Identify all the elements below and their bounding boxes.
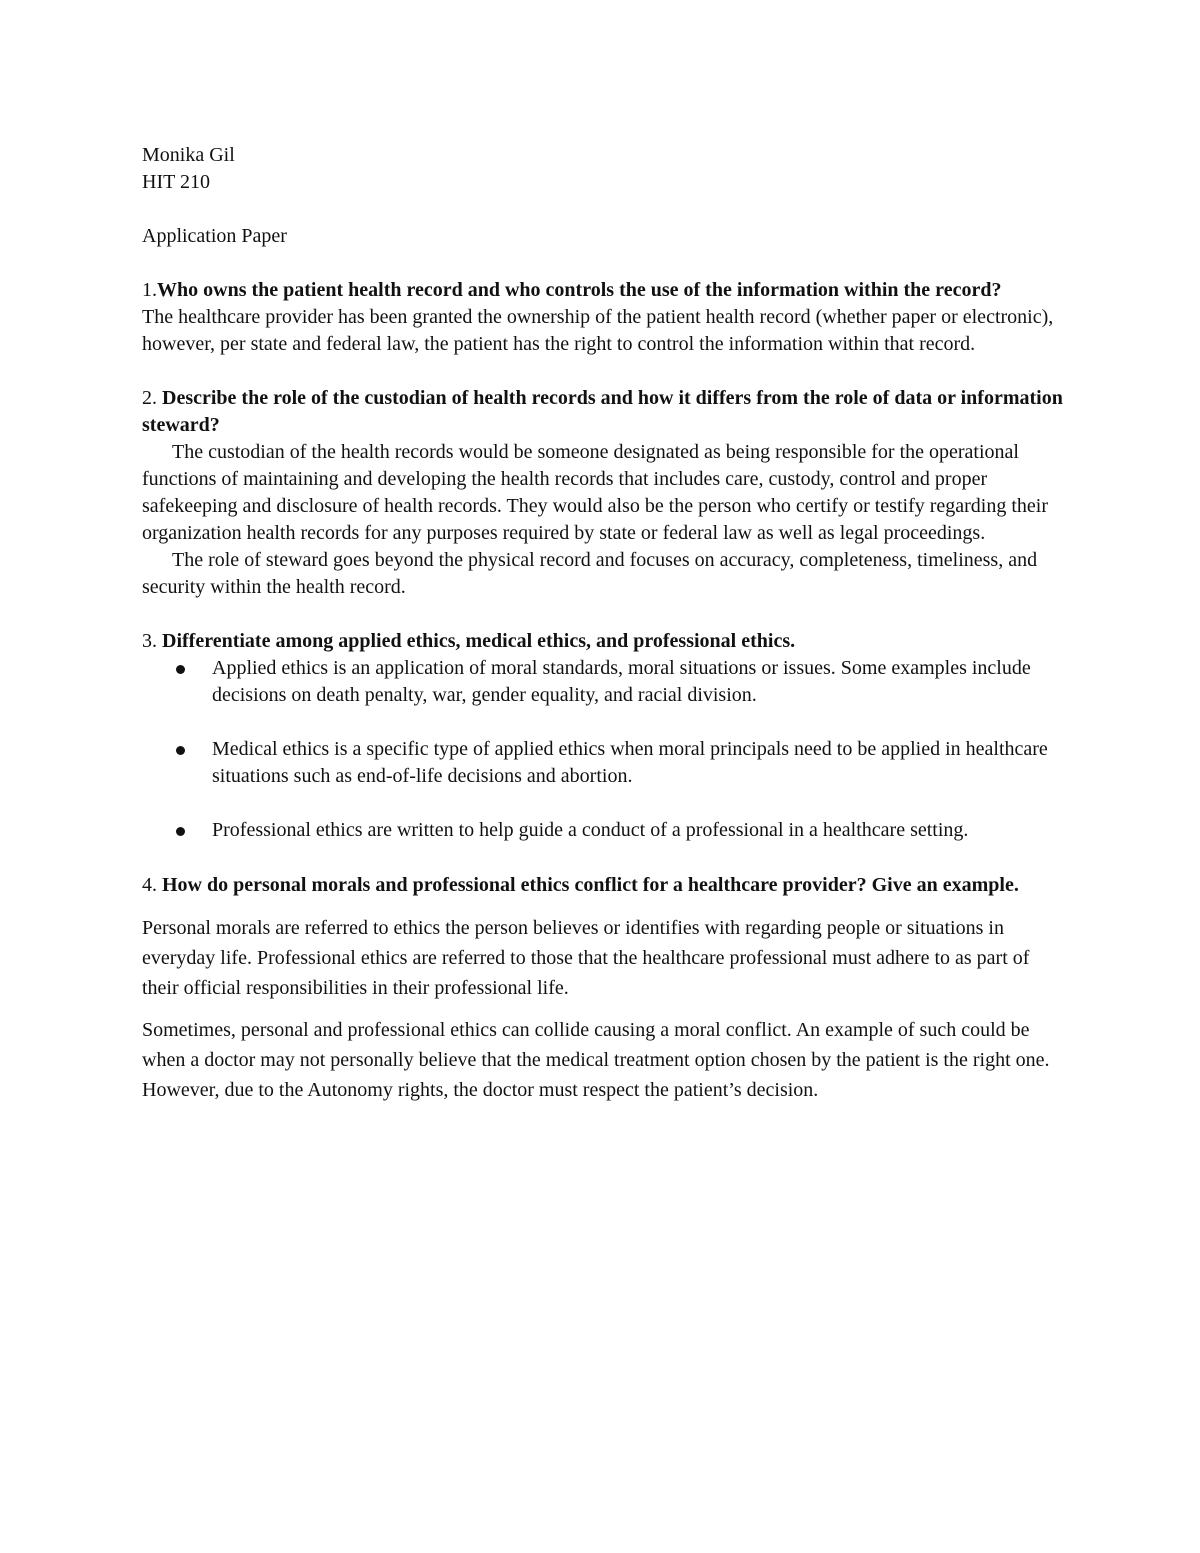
question-3 [142, 628, 1064, 655]
document-page [142, 142, 1064, 1105]
spacer [142, 899, 1064, 913]
answer-1: The healthcare provider has been granted the ownership of the patient health record (whether paper or electronic), however, per state and federal law, the patient has the right to control the information within that record. [142, 306, 1054, 355]
question-1-number: 1. [142, 279, 157, 301]
list-item [142, 817, 1064, 844]
question-4 [142, 871, 1064, 899]
spacer [142, 1003, 1064, 1015]
answer-2-paragraph-2: The role of steward goes beyond the physical record and focuses on accuracy, completeness, timeliness, and security within the health record. [142, 549, 1038, 598]
bullet-icon [176, 665, 185, 674]
answer-2-paragraph-1: The custodian of the health records would be someone designated as being responsible for the operational functions of maintaining and developing the health records that includes care, custody, control and proper safekeeping and disclosure of health records. They would also be the person who certify or testify regarding their organization health records for any purposes required by state or federal law as well as legal proceedings. [142, 441, 1049, 544]
list-item [142, 655, 1064, 709]
spacer [142, 250, 1064, 277]
spacer [142, 844, 1064, 871]
bullet-icon [176, 827, 185, 836]
spacer [142, 196, 1064, 223]
question-3-text: Differentiate among applied ethics, medical ethics, and professional ethics. [162, 630, 796, 652]
list-item-text: Professional ethics are written to help guide a conduct of a professional in a healthcare setting. [212, 819, 969, 841]
author-name: Monika Gil [142, 144, 235, 166]
question-3-number: 3. [142, 630, 157, 652]
spacer [142, 601, 1064, 628]
question-1 [142, 277, 1064, 304]
question-2-number: 2. [142, 387, 157, 409]
answer-4-paragraph-2: Sometimes, personal and professional ethics can collide causing a moral conflict. An example of such could be when a doctor may not personally believe that the medical treatment option chosen by the patient is the right one. However, due to the Autonomy rights, the doctor must respect the patient’s decision. [142, 1019, 1050, 1101]
ethics-bullet-list [142, 655, 1064, 844]
question-2-text: Describe the role of the custodian of health records and how it differs from the role of data or information steward? [142, 387, 1063, 436]
paper-title: Application Paper [142, 225, 287, 247]
list-item [142, 736, 1064, 790]
spacer [142, 358, 1064, 385]
bullet-icon [176, 746, 185, 755]
list-item-text: Medical ethics is a specific type of applied ethics when moral principals need to be applied in healthcare situations such as end-of-life decisions and abortion. [212, 738, 1048, 787]
answer-4-paragraph-1: Personal morals are referred to ethics the person believes or identifies with regarding people or situations in everyday life. Professional ethics are referred to those that the healthcare professional must adhere to as part of their official responsibilities in their professional life. [142, 917, 1030, 999]
list-item-text: Applied ethics is an application of moral standards, moral situations or issues. Some examples include decisions on death penalty, war, gender equality, and racial division. [212, 657, 1031, 706]
question-4-text: How do personal morals and professional ethics conflict for a healthcare provider? Give an example. [162, 874, 1019, 896]
question-2 [142, 385, 1064, 439]
question-1-text: Who owns the patient health record and who controls the use of the information within the record? [157, 279, 1002, 301]
course-code: HIT 210 [142, 171, 210, 193]
question-4-number: 4. [142, 874, 157, 896]
